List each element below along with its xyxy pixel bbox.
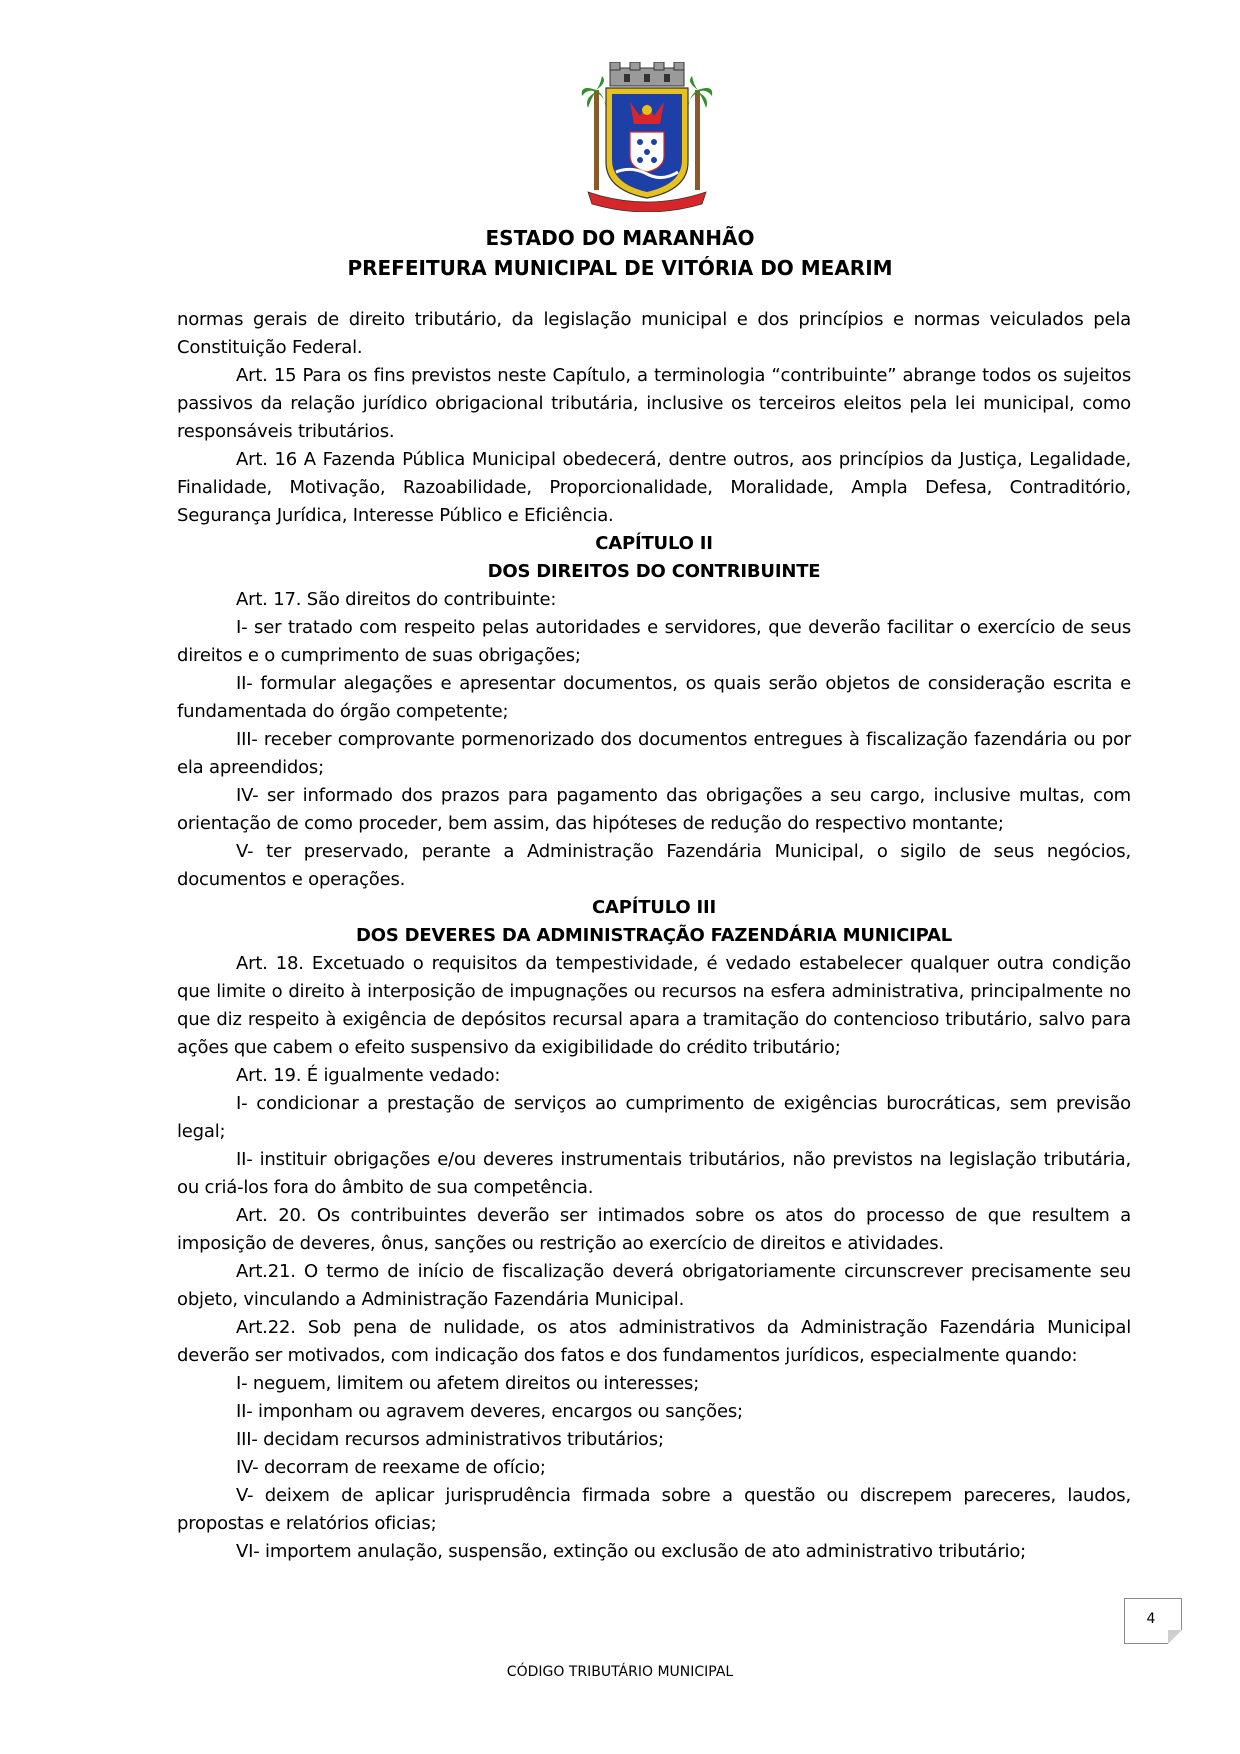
list-item: III- receber comprovante pormenorizado dos documentos entregues à fiscalização fazendária ou por ela apreendidos; [177, 729, 1131, 778]
article-21: Art.21. O termo de início de fiscalização deverá obrigatoriamente circunscrever precisamente seu objeto, vinculando a Administração Fazendária Municipal. [177, 1261, 1131, 1310]
article-20: Art. 20. Os contribuintes deverão ser intimados sobre os atos do processo de que resultem a imposição de deveres, ônus, sanções ou restrição ao exercício de direitos e atividades. [177, 1205, 1131, 1254]
shield [606, 88, 688, 198]
article-15: Art. 15 Para os fins previstos neste Capítulo, a terminologia “contribuinte” abrange todos os sujeitos passivos da relação jurídico obrigacional tributária, inclusive os terceiros eleitos pela lei municipal, como responsáveis tributários. [177, 365, 1131, 442]
municipal-coat-of-arms [580, 62, 714, 212]
list-item: IV- ser informado dos prazos para pagamento das obrigações a seu cargo, inclusive multas, com orientação de como proceder, bem assim, das hipóteses de redução do respectivo montante; [177, 785, 1131, 834]
list-item: II- imponham ou agravem deveres, encargos ou sanções; [236, 1401, 743, 1422]
right-palm [688, 76, 712, 190]
list-item: V- deixem de aplicar jurisprudência firmada sobre a questão ou discrepem pareceres, laudos, propostas e relatórios oficias; [177, 1485, 1131, 1534]
list-item: I- condicionar a prestação de serviços ao cumprimento de exigências burocráticas, sem previsão legal; [177, 1093, 1131, 1142]
list-item: II- instituir obrigações e/ou deveres instrumentais tributários, não previstos na legislação tributária, ou criá-los fora do âmbito de sua competência. [177, 1149, 1131, 1198]
article-19: Art. 19. É igualmente vedado: [236, 1065, 501, 1086]
list-item: IV- decorram de reexame de ofício; [236, 1457, 546, 1478]
list-item: V- ter preservado, perante a Administração Fazendária Municipal, o sigilo de seus negócios, documentos e operações. [177, 841, 1131, 890]
chapter-2-subtitle: DOS DIREITOS DO CONTRIBUINTE [487, 561, 821, 582]
chapter-3-title: CAPÍTULO III [591, 897, 716, 918]
list-item: VI- importem anulação, suspensão, extinção ou exclusão de ato administrativo tributário; [236, 1541, 1027, 1562]
page-curl-icon [1168, 1630, 1182, 1644]
municipality-heading: PREFEITURA MUNICIPAL DE VITÓRIA DO MEARIM [347, 256, 893, 280]
article-18: Art. 18. Excetuado o requisitos da tempestividade, é vedado estabelecer qualquer outra condição que limite o direito à interposição de impugnações ou recursos na esfera administrativa, principalmente no que diz respeito à exigência de depósitos recursal apara a tramitação do contencioso tributário, salvo para ações que cabem o efeito suspensivo da exigibilidade do crédito tributário; [177, 953, 1131, 1058]
footer: CÓDIGO TRIBUTÁRIO MUNICIPAL [506, 1664, 734, 1680]
mural-crown [610, 62, 684, 86]
list-item: I- neguem, limitem ou afetem direitos ou interesses; [236, 1373, 700, 1394]
left-palm [582, 76, 606, 190]
article-16: Art. 16 A Fazenda Pública Municipal obedecerá, dentre outros, aos princípios da Justiça, Legalidade, Finalidade, Motivação, Razoabilidade, Proporcionalidade, Moralidade, Ampla Defesa, Contraditório, Segurança Jurídica, Interesse Público e Eficiência. [177, 449, 1131, 526]
state-heading: ESTADO DO MARANHÃO [485, 226, 755, 250]
document-body [177, 306, 1131, 1566]
article-22: Art.22. Sob pena de nulidade, os atos administrativos da Administração Fazendária Municipal deverão ser motivados, com indicação dos fatos e dos fundamentos jurídicos, especialmente quando: [177, 1317, 1131, 1366]
chapter-3-subtitle: DOS DEVERES DA ADMINISTRAÇÃO FAZENDÁRIA MUNICIPAL [356, 925, 952, 946]
chapter-2-title: CAPÍTULO II [595, 533, 713, 554]
paragraph: normas gerais de direito tributário, da legislação municipal e dos princípios e normas veiculados pela Constituição Federal. [177, 309, 1131, 358]
page-number: 4 [1146, 1611, 1156, 1627]
page-number-box [1124, 1598, 1182, 1644]
list-item: II- formular alegações e apresentar documentos, os quais serão objetos de consideração escrita e fundamentada do órgão competente; [177, 673, 1131, 722]
list-item: III- decidam recursos administrativos tributários; [236, 1429, 664, 1450]
article-17: Art. 17. São direitos do contribuinte: [236, 589, 557, 610]
list-item: I- ser tratado com respeito pelas autoridades e servidores, que deverão facilitar o exercício de seus direitos e o cumprimento de suas obrigações; [177, 617, 1131, 666]
